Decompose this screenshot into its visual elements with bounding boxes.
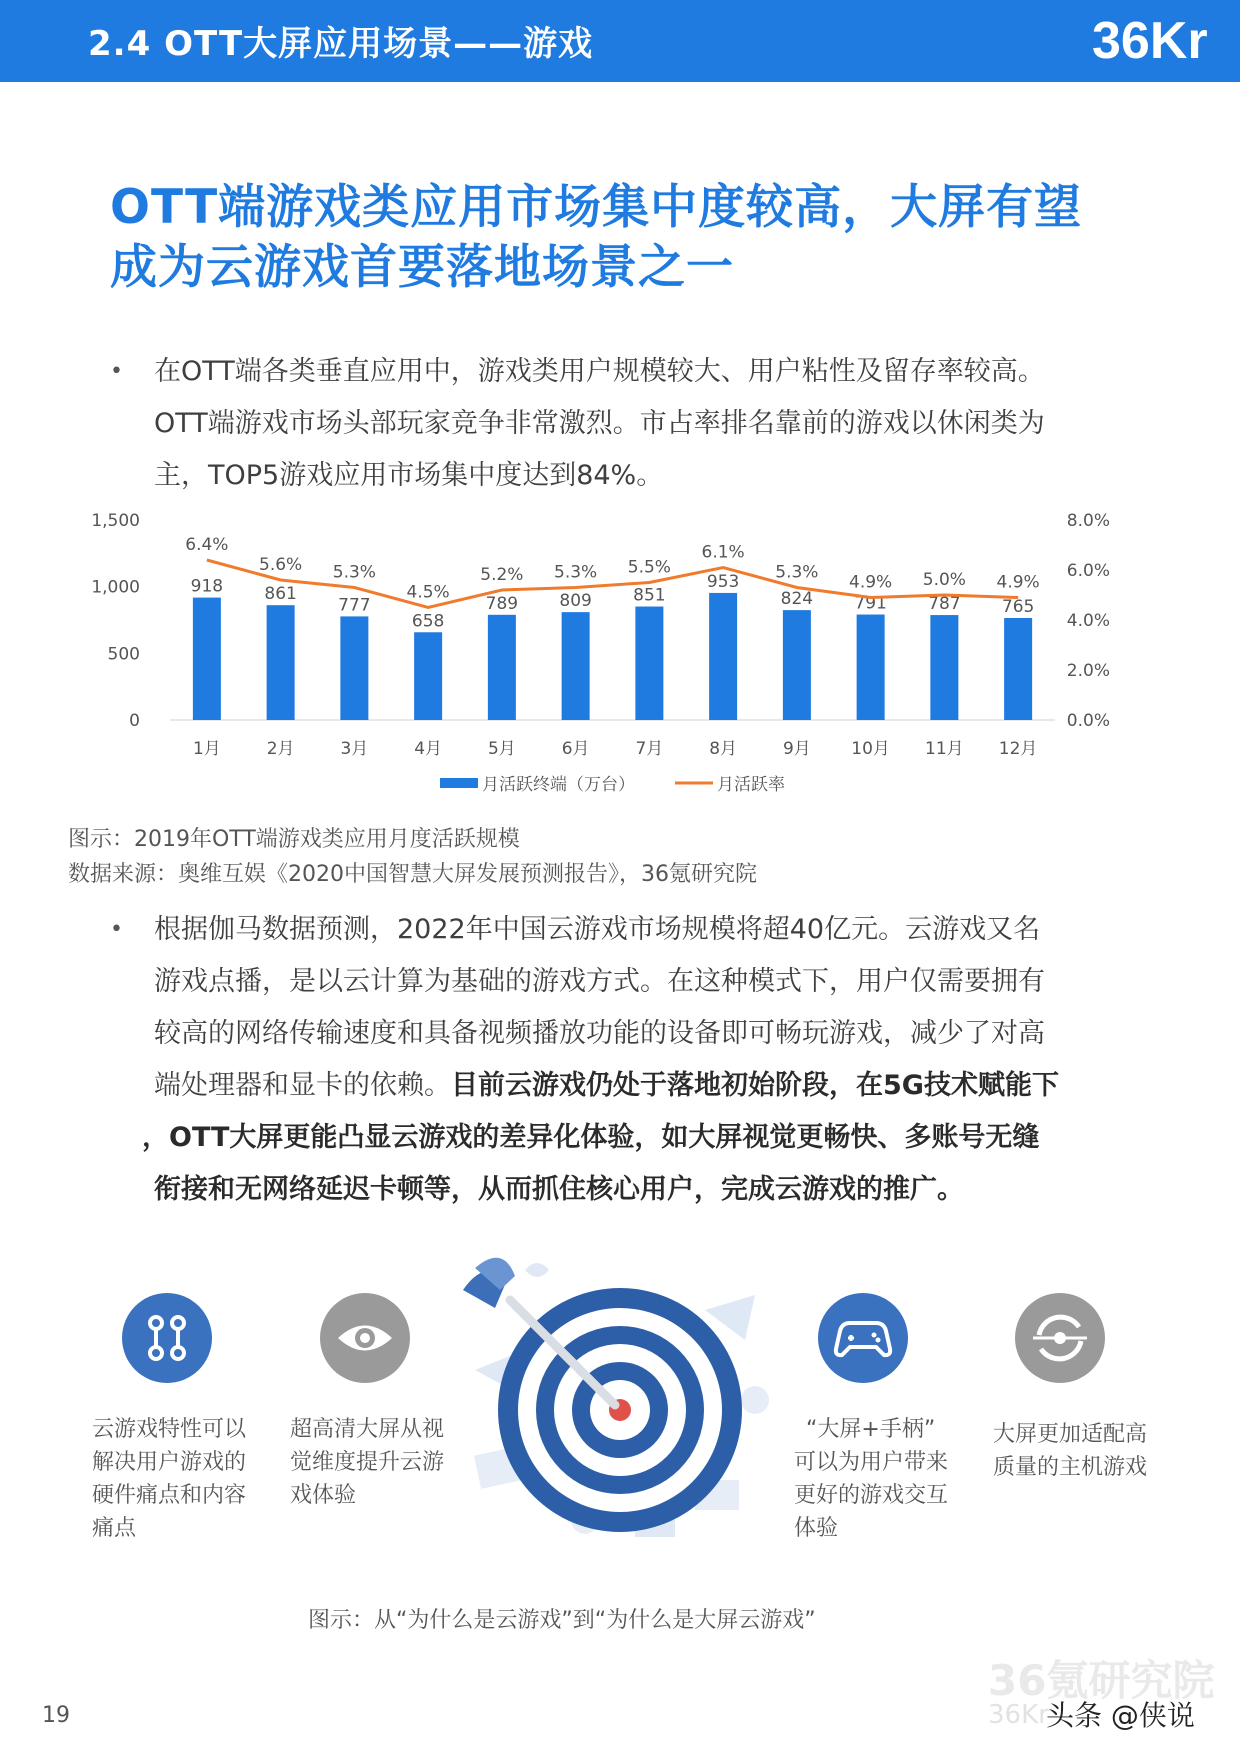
bar-value-label: 953 (706, 571, 740, 592)
page-number: 19 (42, 1703, 70, 1728)
joystick-icon (122, 1293, 212, 1383)
feature-text-3: “大屏+手柄” 可以为用户带来 更好的游戏交互 体验 (794, 1417, 949, 1541)
x-tick-label: 3月 (340, 739, 369, 759)
x-tick-label: 9月 (782, 739, 811, 759)
bullet-paragraph-2 (110, 904, 1140, 1216)
x-tick-label: 2月 (266, 739, 295, 759)
bar-mark (783, 610, 811, 720)
legend-label-bar: 月活跃终端（万台） (482, 775, 635, 795)
feature-text-4: 大屏更加适配高 质量的主机游戏 (993, 1422, 1148, 1480)
legend-label-line: 月活跃率 (717, 775, 785, 795)
x-tick-label: 7月 (635, 739, 664, 759)
bullet2-line: 衔接和无网络延迟卡顿等，从而抓住核心用户，完成云游戏的推广。 (154, 1174, 964, 1205)
36kr-logo (1080, 0, 1240, 82)
bar-value-label: 851 (633, 585, 666, 606)
monthly-active-chart (91, 505, 1130, 810)
rate-value-label: 4.5% (406, 582, 450, 603)
section-title: 2.4 OTT大屏应用场景——游戏 (88, 24, 594, 64)
eye-icon (320, 1293, 410, 1383)
bar-mark (1004, 618, 1032, 720)
bar-value-label: 658 (411, 611, 445, 632)
legend-swatch-bar (440, 778, 478, 788)
y-right-tick-label: 4.0% (1066, 611, 1110, 631)
bar-mark (857, 615, 885, 720)
bar-value-label: 765 (1001, 597, 1035, 617)
x-tick-label: 11月 (925, 739, 964, 759)
gamepad-icon (818, 1293, 908, 1383)
x-tick-label: 10月 (851, 739, 890, 759)
x-tick-label: 1月 (192, 739, 221, 759)
bar-value-label: 777 (338, 595, 371, 616)
bullet1-line: 在OTT端各类垂直应用中，游戏类用户规模较大、用户粘性及留存率较高。 (154, 356, 1045, 387)
rate-value-label: 6.4% (185, 535, 229, 555)
logo-text: 36Kr (1092, 12, 1208, 70)
headline-line-1: OTT端游戏类应用市场集中度较高，大屏有望 (110, 180, 1083, 235)
bullet2-line: 端处理器和显卡的依赖。目前云游戏仍处于落地初始阶段，在5G技术赋能下 (154, 1070, 1059, 1101)
bar-value-label: 787 (928, 594, 961, 615)
x-tick-label: 12月 (998, 739, 1038, 759)
x-tick-label: 4月 (414, 739, 443, 759)
y-right-tick-label: 6.0% (1066, 561, 1110, 581)
bullet1-line: OTT端游戏市场头部玩家竞争非常激烈。市占率排名靠前的游戏以休闲类为 (154, 408, 1045, 439)
x-tick-label: 5月 (487, 739, 516, 759)
y-left-tick-label: 1,500 (91, 511, 140, 531)
bar-mark (635, 607, 663, 720)
y-left-tick-label: 500 (107, 644, 140, 665)
rate-value-label: 4.9% (996, 572, 1040, 593)
chart-source: 数据来源：奥维互娱《2020中国智慧大屏发展预测报告》，36氪研究院 (68, 862, 757, 887)
bar-mark (267, 605, 295, 720)
rate-value-label: 5.0% (922, 570, 966, 590)
bullet-marker: • (110, 917, 123, 942)
y-left-tick-label: 1,000 (91, 577, 140, 598)
y-right-tick-label: 8.0% (1066, 511, 1110, 531)
rate-value-label: 5.2% (480, 565, 524, 585)
bar-mark (414, 632, 442, 720)
bar-mark (930, 615, 958, 720)
bullet-marker: • (110, 359, 123, 384)
bar-mark (340, 616, 368, 720)
rate-value-label: 5.3% (332, 562, 376, 583)
bar-value-label: 789 (485, 593, 519, 614)
figure-caption: 图示：从“为什么是云游戏”到“为什么是大屏云游戏” (308, 1608, 816, 1633)
bar-value-label: 824 (780, 589, 814, 610)
rate-value-label: 5.6% (259, 555, 303, 575)
bar-value-label: 861 (264, 584, 297, 605)
y-right-tick-label: 0.0% (1066, 711, 1110, 731)
bullet2-line: 较高的网络传输速度和具备视频播放功能的设备即可畅玩游戏，减少了对高 (154, 1018, 1045, 1049)
feature-text-2: 超高清大屏从视 觉维度提升云游 戏体验 (290, 1417, 445, 1508)
y-right-tick-label: 2.0% (1066, 661, 1110, 681)
rate-value-label: 6.1% (701, 542, 745, 563)
rate-value-label: 5.3% (775, 562, 819, 583)
bullet1-line: 主，TOP5游戏应用市场集中度达到84%。 (154, 460, 664, 491)
feature-text-1: 云游戏特性可以 解决用户游戏的 硬件痛点和内容 痛点 (92, 1417, 247, 1541)
target-illustration (455, 1250, 785, 1560)
headline-line-2: 成为云游戏首要落地场景之一 (110, 240, 734, 295)
bar-mark (709, 593, 737, 720)
watermark-text: 36氪研究院 (988, 1656, 1215, 1705)
bullet2-line: ，OTT大屏更能凸显云游戏的差异化体验，如大屏视觉更畅快、多账号无缝 (142, 1122, 1040, 1153)
bar-mark (562, 612, 590, 720)
rate-value-label: 4.9% (849, 572, 893, 593)
watermark-subtext: 36Kr (988, 1700, 1049, 1730)
bullet-paragraph-1 (110, 346, 1140, 502)
bar-value-label: 791 (854, 593, 887, 614)
bar-mark (193, 598, 221, 720)
bullet2-line: 根据伽马数据预测，2022年中国云游戏市场规模将超40亿元。云游戏又名 (154, 914, 1041, 945)
x-tick-label: 6月 (561, 739, 590, 759)
rate-line (207, 557, 1018, 608)
bar-mark (488, 615, 516, 720)
target-cycle-icon (1015, 1293, 1105, 1383)
bar-value-label: 918 (190, 576, 224, 597)
source-credit: 头条 @侠说 (1046, 1699, 1195, 1732)
x-tick-label: 8月 (709, 739, 738, 759)
chart-caption: 图示：2019年OTT端游戏类应用月度活跃规模 (68, 827, 520, 852)
bullet2-line: 游戏点播，是以云计算为基础的游戏方式。在这种模式下，用户仅需要拥有 (154, 966, 1045, 997)
page-headline (110, 178, 1150, 298)
rate-value-label: 5.5% (627, 557, 671, 578)
y-left-tick-label: 0 (129, 711, 140, 731)
bar-value-label: 809 (559, 591, 592, 612)
rate-value-label: 5.3% (554, 562, 598, 583)
